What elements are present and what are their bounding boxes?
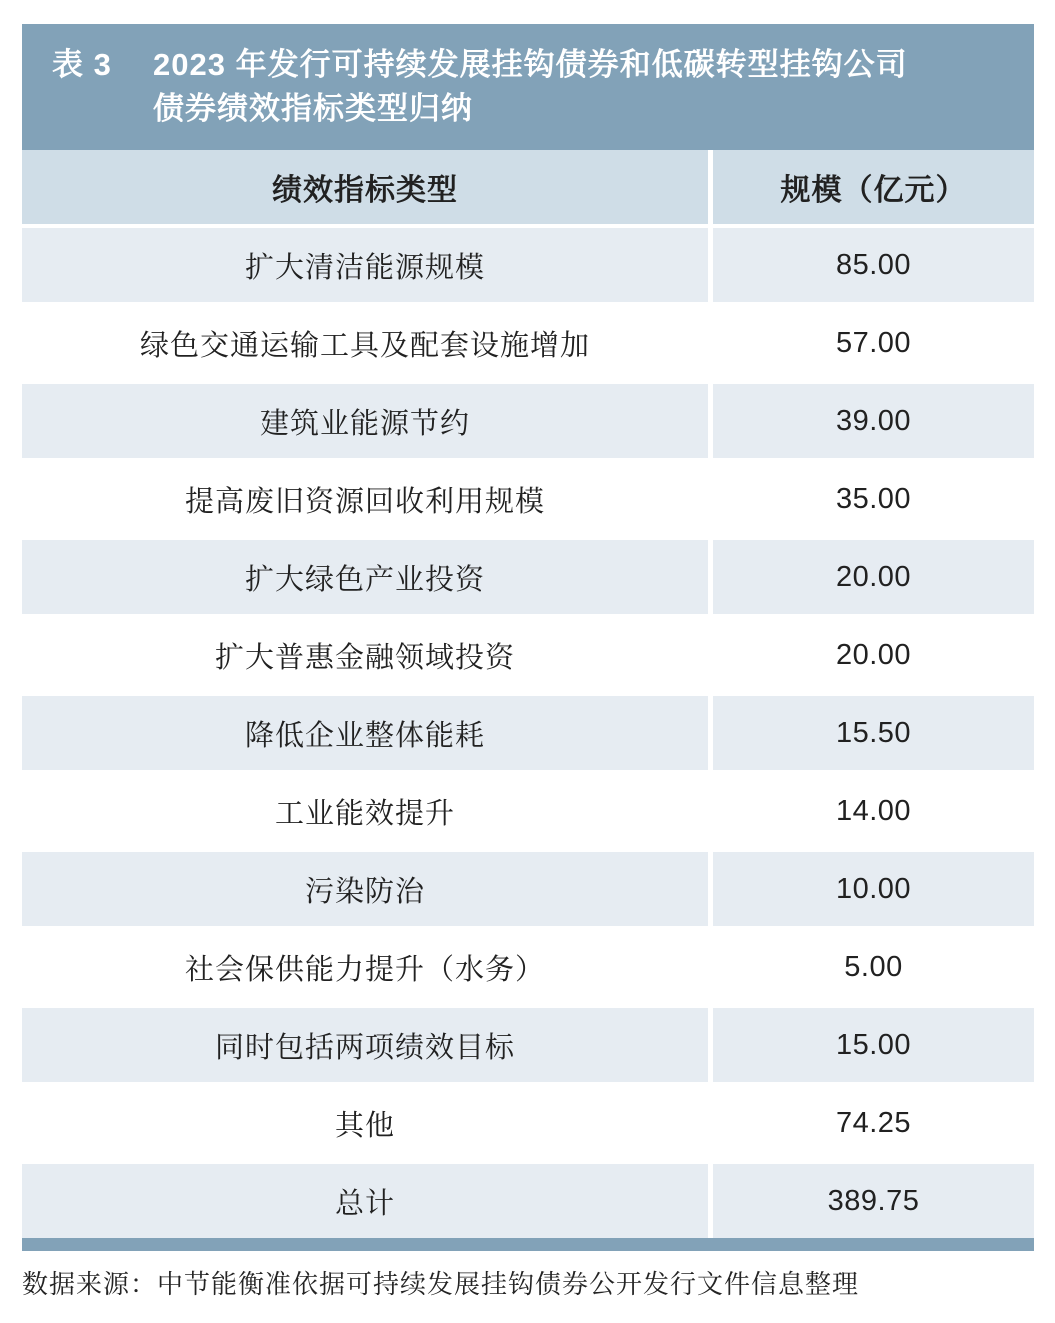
indicator-type-cell: 建筑业能源节约 — [22, 384, 708, 458]
indicator-type-cell: 其他 — [22, 1086, 708, 1160]
table-title — [153, 43, 1016, 131]
scale-value-cell: 35.00 — [713, 462, 1034, 536]
table-grid — [22, 150, 1034, 1238]
scale-value-cell: 389.75 — [713, 1164, 1034, 1238]
scale-value-cell: 20.00 — [713, 540, 1034, 614]
indicator-type-cell: 提高废旧资源回收利用规模 — [22, 462, 708, 536]
scale-value-cell: 15.50 — [713, 696, 1034, 770]
indicator-type-cell: 扩大清洁能源规模 — [22, 228, 708, 302]
indicator-type-cell: 降低企业整体能耗 — [22, 696, 708, 770]
indicator-table — [22, 24, 1034, 1301]
scale-value-cell: 10.00 — [713, 852, 1034, 926]
indicator-type-cell: 同时包括两项绩效目标 — [22, 1008, 708, 1082]
data-source-note: 数据来源：中节能衡准依据可持续发展挂钩债券公开发行文件信息整理 — [22, 1269, 860, 1299]
scale-value-cell: 20.00 — [713, 618, 1034, 692]
indicator-type-cell: 绿色交通运输工具及配套设施增加 — [22, 306, 708, 380]
table-title-line1: 2023 年发行可持续发展挂钩债券和低碳转型挂钩公司 — [153, 47, 908, 82]
table-bottom-rule — [22, 1238, 1034, 1251]
scale-value-cell: 57.00 — [713, 306, 1034, 380]
indicator-type-cell: 社会保供能力提升（水务） — [22, 930, 708, 1004]
indicator-type-cell: 扩大普惠金融领域投资 — [22, 618, 708, 692]
table-number-label: 表 3 — [52, 47, 112, 82]
indicator-type-cell: 工业能效提升 — [22, 774, 708, 848]
scale-value-cell: 14.00 — [713, 774, 1034, 848]
scale-value-cell: 5.00 — [713, 930, 1034, 1004]
scale-value-cell: 85.00 — [713, 228, 1034, 302]
indicator-type-cell: 扩大绿色产业投资 — [22, 540, 708, 614]
table-caption — [22, 24, 1034, 150]
column-header-indicator-type: 绩效指标类型 — [22, 150, 708, 224]
indicator-type-cell: 污染防治 — [22, 852, 708, 926]
table-title-line2: 债券绩效指标类型归纳 — [153, 91, 473, 126]
scale-value-cell: 74.25 — [713, 1086, 1034, 1160]
scale-value-cell: 15.00 — [713, 1008, 1034, 1082]
scale-value-cell: 39.00 — [713, 384, 1034, 458]
column-header-scale: 规模（亿元） — [713, 150, 1034, 224]
indicator-type-cell: 总计 — [22, 1164, 708, 1238]
